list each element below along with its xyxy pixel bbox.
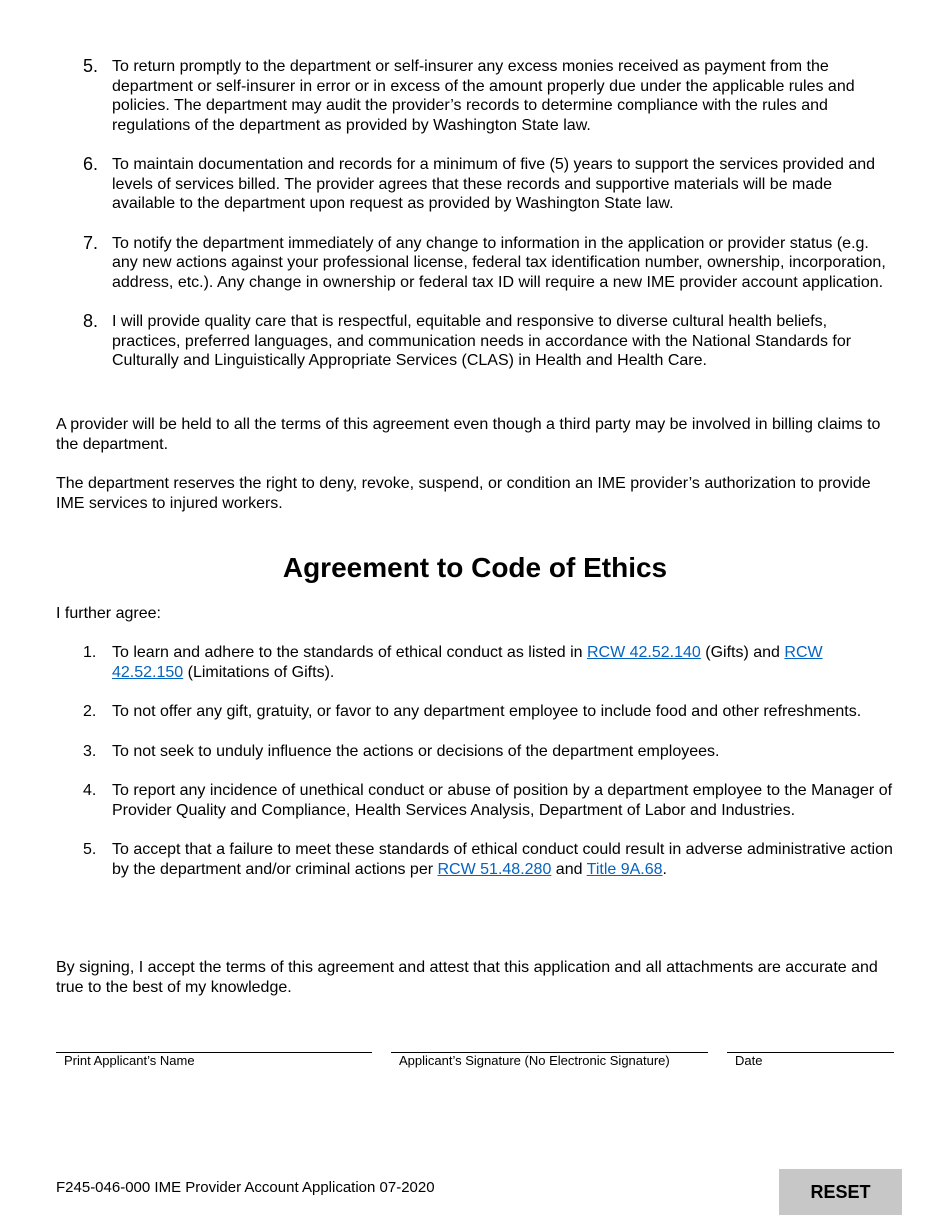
text-segment: (Gifts) and xyxy=(700,644,785,661)
text-segment: and xyxy=(551,860,587,878)
title-9a-68-link[interactable]: Title 9A.68 xyxy=(586,860,663,878)
item-text: I will provide quality care that is respectful, equitable and responsive to diverse cultural health beliefs, practices, preferred languages, and communication needs in accordance with the National Standards for Culturally and Linguistically Appropriate Services (CLAS) in Health and Health Care. xyxy=(112,313,852,369)
item-number: 5. xyxy=(83,56,99,76)
text-segment: To learn and adhere to the standards of ethical conduct as listed in xyxy=(112,644,587,661)
item-text: To not seek to unduly influence the actions or decisions of the department employees. xyxy=(112,742,720,760)
signing-statement: By signing, I accept the terms of this agreement and attest that this application and all attachments are accurate and true to the best of my knowledge. xyxy=(56,959,878,996)
item-text: To report any incidence of unethical conduct or abuse of position by a department employee to the Manager of Provider Quality and Compliance, Health Services Analysis, Department of Labor and Industries. xyxy=(112,782,893,819)
rcw-51-48-280-link[interactable]: RCW 51.48.280 xyxy=(437,860,552,878)
item-number: 6. xyxy=(83,154,99,174)
item-number: 1. xyxy=(83,644,97,661)
ethics-list xyxy=(83,643,893,899)
item-text: To notify the department immediately of any change to information in the application or provider status (e.g. any new actions against your professional license, federal tax identification number, ownership, incorporation, address, etc.). Any change in ownership or federal tax ID will require a new IME provider account application. xyxy=(112,234,886,291)
item-text xyxy=(112,643,893,682)
item-number: 2. xyxy=(83,703,97,720)
applicant-name-label: Print Applicant’s Name xyxy=(64,1053,195,1068)
applicant-signature-label: Applicant’s Signature (No Electronic Signature) xyxy=(399,1053,670,1068)
ethics-item-5 xyxy=(83,840,893,879)
item-text: To return promptly to the department or self-insurer any excess monies received as payment from the department or self-insurer in error or in excess of the amount properly due under the applicable rules and policies. The department may audit the provider’s records to determine compliance with the rules and regulations of the department as provided by Washington State law. xyxy=(112,58,855,134)
item-text xyxy=(112,840,893,879)
item-text: To maintain documentation and records for a minimum of five (5) years to support the services provided and levels of services billed. The provider agrees that these records and supportive materials will be made available to the department upon request as provided by Washington State law. xyxy=(112,156,876,212)
form-footer: F245-046-000 IME Provider Account Application 07-2020 xyxy=(56,1179,435,1196)
item-number: 5. xyxy=(83,841,97,858)
item-number: 4. xyxy=(83,782,97,799)
third-party-paragraph: A provider will be held to all the terms of this agreement even though a third party may be involved in billing claims to the department. xyxy=(56,416,881,453)
rcw-42-52-150-link[interactable]: RCW 42.52.150 xyxy=(112,644,823,681)
ethics-item-1 xyxy=(83,643,893,682)
ethics-item-3 xyxy=(83,742,893,762)
item-text: To not offer any gift, gratuity, or favor to any department employee to include food and other refreshments. xyxy=(112,703,862,720)
terms-item-7 xyxy=(83,234,893,293)
item-number: 8. xyxy=(83,311,99,331)
date-label: Date xyxy=(735,1053,763,1068)
item-number: 7. xyxy=(83,232,99,253)
text-segment: . xyxy=(662,860,667,878)
text-segment: (Limitations of Gifts). xyxy=(183,663,335,681)
reset-button[interactable]: RESET xyxy=(779,1169,902,1215)
terms-list xyxy=(83,57,893,391)
ethics-item-2 xyxy=(83,702,893,722)
reserves-right-paragraph: The department reserves the right to deny, revoke, suspend, or condition an IME provider’s authorization to provide IME services to injured workers. xyxy=(56,475,871,512)
terms-item-8 xyxy=(83,312,893,371)
rcw-42-52-140-link[interactable]: RCW 42.52.140 xyxy=(586,644,701,661)
ethics-intro: I further agree: xyxy=(56,605,161,622)
item-number: 3. xyxy=(83,742,97,760)
ethics-item-4 xyxy=(83,781,893,820)
terms-item-6 xyxy=(83,155,893,214)
terms-item-5 xyxy=(83,57,893,135)
text-segment: To accept that a failure to meet these standards of ethical conduct could result in adverse administrative action by the department and/or criminal actions per xyxy=(112,841,893,878)
page-title: Agreement to Code of Ethics xyxy=(282,552,668,583)
